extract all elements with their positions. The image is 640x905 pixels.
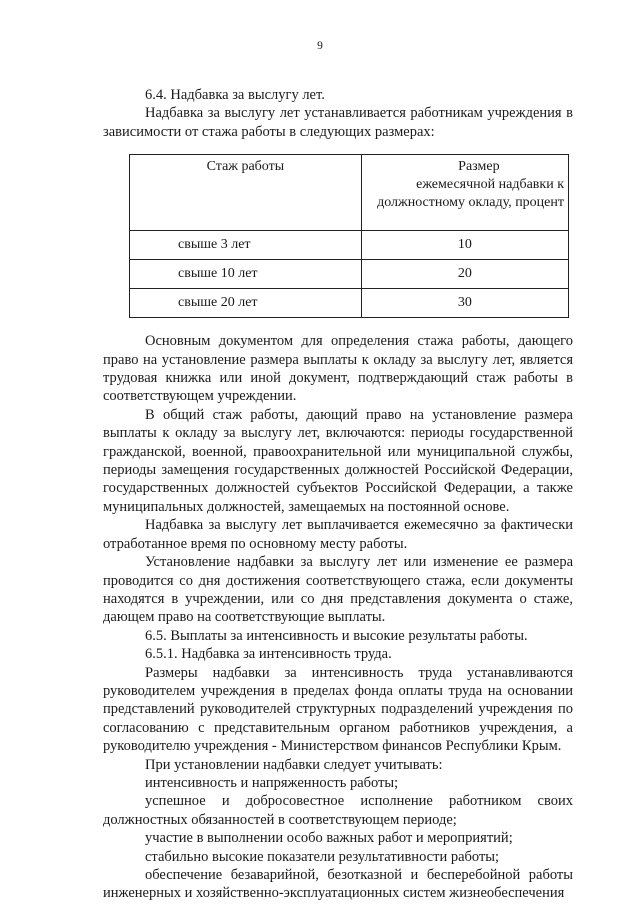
- row-experience: свыше 10 лет: [130, 260, 362, 289]
- section-6-4-intro: Надбавка за выслугу лет устанавливается работникам учреждения в зависимости от стажа работы в следующих размерах:: [103, 105, 573, 140]
- paragraph-total-service: В общий стаж работы, дающий право на установление размера выплаты к окладу за выслугу лет, включаются: периоды государственной гражданской, военной, правоохранительной или муниципальной службы, периоды замещения государственных должностей Российской Федерации, государственных должностей субъектов Российской Федерации, а также муниципальных должностей, замещаемых на постоянной основе.: [103, 406, 573, 515]
- paragraph-consider: При установлении надбавки следует учитывать:: [145, 756, 443, 773]
- page-content: [103, 86, 573, 903]
- table-row: [130, 289, 569, 318]
- table-header-row: [130, 155, 569, 231]
- table-row: [130, 231, 569, 260]
- list-item: интенсивность и напряженность работы;: [145, 774, 399, 791]
- row-experience: свыше 20 лет: [130, 289, 362, 318]
- list-item: участие в выполнении особо важных работ и мероприятий;: [145, 830, 513, 847]
- table-row: [130, 260, 569, 289]
- paragraph-intensity-sizes: Размеры надбавки за интенсивность труда устанавливаются руководителем учреждения в пределах фонда оплаты труда на основании представлений руководителей структурных подразделений учреждения по согласованию с представительным органом работников учреждения, а руководителю учреждения - Министерством финансов Республики Крым.: [103, 664, 573, 755]
- list-item: стабильно высокие показатели результативности работы;: [145, 848, 500, 865]
- row-percent: 10: [361, 231, 568, 260]
- row-percent: 20: [361, 260, 568, 289]
- list-item: обеспечение безаварийной, безотказной и бесперебойной работы инженерных и хозяйственно-эксплуатационных систем жизнеобеспечения: [103, 867, 573, 902]
- section-6-5-heading: 6.5. Выплаты за интенсивность и высокие результаты работы.: [145, 627, 528, 644]
- list-item: успешное и добросовестное исполнение работником своих должностных обязанностей в соответствующем периоде;: [103, 793, 573, 828]
- header-experience: Стаж работы: [130, 155, 362, 231]
- header-percent-line3: должностному окладу, процент: [377, 195, 564, 211]
- body-text: [103, 332, 573, 903]
- row-experience: свыше 3 лет: [130, 231, 362, 260]
- section-6-4-heading: 6.4. Надбавка за выслугу лет.: [145, 87, 325, 103]
- header-percent-line1: Размер: [458, 159, 500, 175]
- paragraph-establishment: Установление надбавки за выслугу лет или изменение ее размера проводится со дня достижения соответствующего стажа, если документы находятся в учреждении, или со дня представления документа о стаже, дающем право на соответствующие выплаты.: [103, 554, 573, 626]
- paragraph-main-document: Основным документом для определения стажа работы, дающего право на установление размера выплаты к окладу за выслугу лет, является трудовая книжка или иной документ, подтверждающий стаж работы в соответствующем учреждении.: [103, 333, 573, 405]
- header-percent-line2: ежемесячной надбавки к: [416, 177, 564, 193]
- paragraph-monthly-payment: Надбавка за выслугу лет выплачивается ежемесячно за фактически отработанное время по основному месту работы.: [103, 517, 573, 552]
- section-6-5-1-heading: 6.5.1. Надбавка за интенсивность труда.: [145, 646, 392, 663]
- seniority-table: [129, 154, 569, 318]
- header-percent: [361, 155, 568, 231]
- row-percent: 30: [361, 289, 568, 318]
- seniority-table-wrapper: [129, 154, 569, 318]
- page-number: 9: [317, 40, 323, 52]
